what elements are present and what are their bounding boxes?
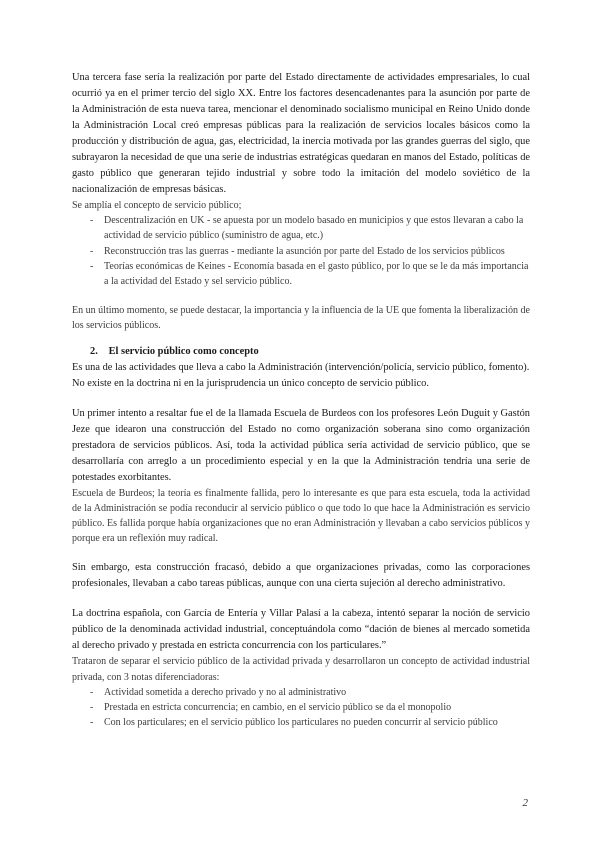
note-bordeaux-school: Escuela de Burdeos; la teoría es finalmente fallida, pero lo interesante es que para esta escuela, toda la actividad de la Administración se podía reconducir al servicio público o que todo lo que hace la Administración es servicio público. Es fallida porque había organizaciones que no eran Administración y llevaban a cabo servicios públicos y porque era un reflexión muy radical. xyxy=(72,487,530,545)
paragraph-activities: Es una de las actividades que lleva a cabo la Administración (intervención/policía, servicio público, fomento). xyxy=(72,361,530,373)
list-item: - Teorías económicas de Keines - Economía basada en el gasto público, por lo que se le da más importancia a la actividad del Estado y sel servicio público. xyxy=(92,259,530,289)
page-number: 2 xyxy=(522,797,528,809)
section-heading xyxy=(72,344,530,360)
paragraph-bordeaux-school: Un primer intento a resaltar fue el de la llamada Escuela de Burdeos con los profesores León Duguit y Gastón Jeze que idearon una construcción del Estado no como organización soberana sino como organización prestadora de servicios públicos. Así, toda la actividad pública sería actividad de servicio público, que se desarrollaría con arreglo a un procedimiento especial y en la que la Administración tendría una serie de potestades exorbitantes. xyxy=(72,407,530,483)
list-item: - Descentralización en UK - se apuesta por un modelo basado en municipios y que estos llevaran a cabo la actividad de servicio público (suministro de agua, etc.) xyxy=(92,213,530,243)
section-number: 2. xyxy=(90,345,98,357)
list-expansion-factors xyxy=(72,213,530,289)
paragraph-no-single-concept: No existe en la doctrina ni en la jurisprudencia un único concepto de servicio público. xyxy=(72,377,429,389)
paragraph-phase-three: Una tercera fase sería la realización por parte del Estado directamente de actividades empresariales, lo cual ocurrió ya en el primer tercio del siglo XX. Entre los factores desencadenantes para la asunción por parte de la Administración de esta nueva tarea, mencionar el denominado socialismo municipal en Reino Unido donde la Administración Local creó empresas públicas para la realización de servicios locales básicos como la producción y distribución de agua, gas, electricidad, la inercia motivada por las grandes guerras del siglo, que subrayaron la necesidad de que una serie de industrias estratégicas quedaran en manos del Estado, políticas de gasto público que generaran tejido industrial y sobre todo la imitación del modelo soviético de la nacionalización de empresas básicas. xyxy=(72,72,530,195)
paragraph-failure: Sin embargo, esta construcción fracasó, debido a que organizaciones privadas, como las corporaciones profesionales, llevaban a cabo tareas públicas, aunque con una cierta sujeción al derecho administrativo. xyxy=(72,562,530,590)
paragraph-eu-influence: En un último momento, se puede destacar, la importancia y la influencia de la UE que fomenta la liberalización de los servicios públicos. xyxy=(72,305,530,332)
list-distinguishing-notes xyxy=(72,685,530,731)
section-title: El servicio público como concepto xyxy=(108,345,259,357)
list-item: - Con los particulares; en el servicio público los particulares no pueden concurrir al servicio público xyxy=(92,715,530,730)
paragraph-spanish-doctrine: La doctrina española, con García de Entería y Villar Palasí a la cabeza, intentó separar la noción de servicio público de la denominada actividad industrial, conceptuándola como “dación de bienes al mercado sometida al derecho privado y prestada en estricta concurrencia con los particulares.” xyxy=(72,608,530,652)
list-item: - Actividad sometida a derecho privado y no al administrativo xyxy=(92,685,530,700)
list-item: - Prestada en estricta concurrencia; en cambio, en el servicio público se da el monopolio xyxy=(92,700,530,715)
list-item: - Reconstrucción tras las guerras - mediante la asunción por parte del Estado de los servicios públicos xyxy=(92,244,530,259)
note-spanish-doctrine: Trataron de separar el servicio público de la actividad privada y desarrollaron un concepto de actividad industrial privada, con 3 notas diferenciadoras: xyxy=(72,656,530,683)
document-page xyxy=(72,70,530,730)
note-public-service-expansion: Se amplía el concepto de servicio público; xyxy=(72,200,242,211)
